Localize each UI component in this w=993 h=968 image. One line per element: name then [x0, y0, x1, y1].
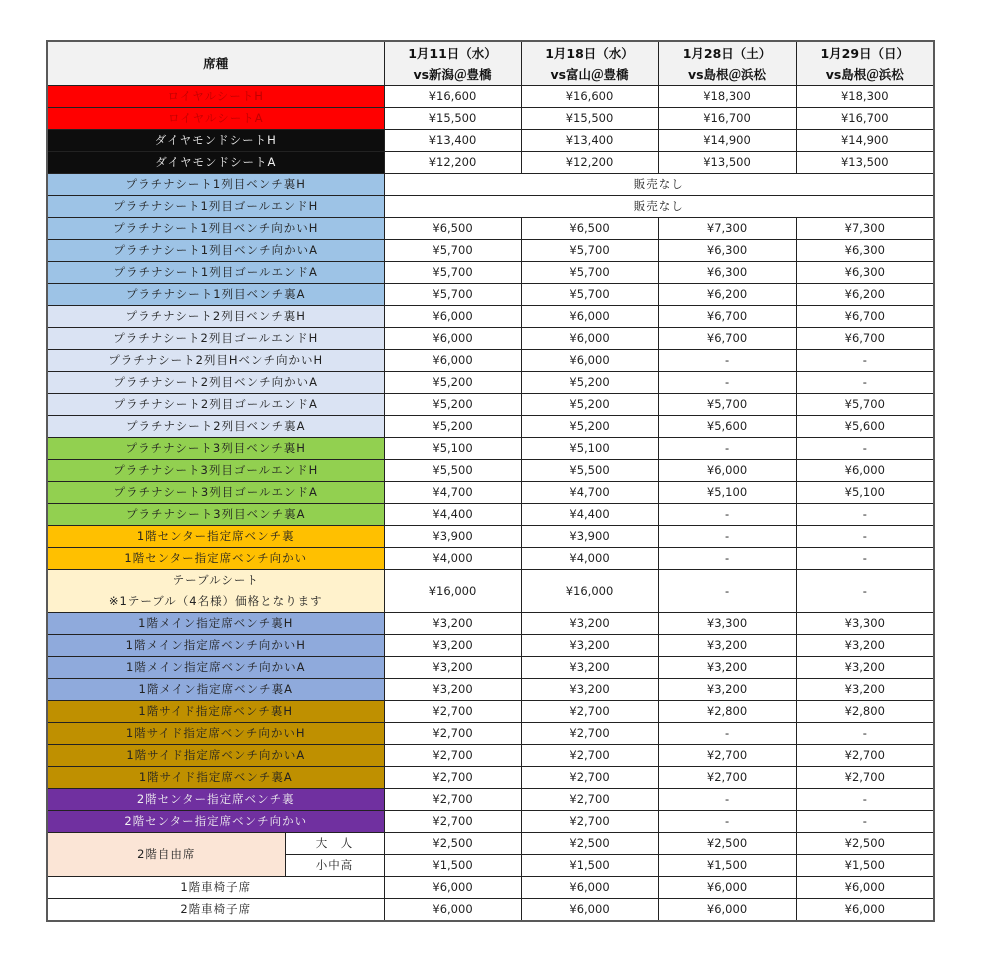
price-cell: - [796, 570, 934, 613]
price-cell: ¥5,600 [796, 416, 934, 438]
seat-label [47, 570, 384, 613]
price-cell: ¥2,700 [796, 745, 934, 767]
price-cell: - [658, 811, 796, 833]
seat-type-header: 席種 [47, 41, 384, 86]
price-cell: ¥6,500 [521, 218, 658, 240]
game-match: vs新潟＠豊橋 [413, 66, 492, 82]
price-cell: - [658, 372, 796, 394]
game-date: 1月18日（水） [545, 45, 634, 61]
price-cell: ¥3,200 [658, 657, 796, 679]
seat-label: ダイヤモンドシートA [47, 152, 384, 174]
price-cell: ¥3,200 [521, 635, 658, 657]
price-cell: ¥5,500 [384, 460, 521, 482]
seat-label: プラチナシート2列目ベンチ裏H [47, 306, 384, 328]
seat-label: プラチナシート1列目ゴールエンドA [47, 262, 384, 284]
price-cell: ¥6,700 [658, 328, 796, 350]
header-row [47, 41, 934, 86]
table-row [47, 416, 934, 438]
seat-label: 1階サイド指定席ベンチ向かいH [47, 723, 384, 745]
table-row [47, 438, 934, 460]
price-cell: ¥7,300 [658, 218, 796, 240]
price-cell: ¥5,200 [384, 394, 521, 416]
seat-label: 2階自由席 [47, 833, 285, 877]
price-cell: - [658, 570, 796, 613]
price-cell: ¥5,700 [384, 262, 521, 284]
price-cell: ¥13,400 [521, 130, 658, 152]
price-cell: - [658, 350, 796, 372]
seat-label: 1階サイド指定席ベンチ裏H [47, 701, 384, 723]
price-cell: ¥14,900 [658, 130, 796, 152]
seat-label: ダイヤモンドシートH [47, 130, 384, 152]
table-row [47, 613, 934, 635]
price-cell: ¥16,700 [658, 108, 796, 130]
price-cell: ¥1,500 [384, 855, 521, 877]
table-row [47, 174, 934, 196]
price-cell: ¥12,200 [521, 152, 658, 174]
price-cell: ¥13,500 [796, 152, 934, 174]
table-row [47, 130, 934, 152]
price-cell: ¥2,700 [384, 767, 521, 789]
game-date: 1月28日（土） [682, 45, 772, 61]
game-match: vs島根＠浜松 [687, 66, 767, 82]
table-row [47, 679, 934, 701]
price-cell: ¥2,700 [658, 767, 796, 789]
price-cell: ¥6,200 [796, 284, 934, 306]
game-header-2 [521, 41, 658, 86]
price-cell: - [796, 372, 934, 394]
price-cell: ¥4,000 [521, 548, 658, 570]
price-cell: ¥5,700 [384, 240, 521, 262]
table-row [47, 328, 934, 350]
price-cell: - [796, 548, 934, 570]
table-row [47, 284, 934, 306]
price-cell: - [658, 526, 796, 548]
price-cell: ¥3,200 [384, 613, 521, 635]
price-cell: ¥6,000 [658, 460, 796, 482]
seat-label: プラチナシート2列目ゴールエンドH [47, 328, 384, 350]
game-header-3 [658, 41, 796, 86]
price-cell: ¥2,700 [521, 811, 658, 833]
price-cell: ¥3,200 [796, 657, 934, 679]
table-row [47, 504, 934, 526]
price-cell: ¥1,500 [796, 855, 934, 877]
game-match: vs富山＠豊橋 [550, 66, 629, 82]
seat-label: 2階センター指定席ベンチ向かい [47, 811, 384, 833]
price-cell: ¥6,000 [521, 350, 658, 372]
price-cell: ¥3,200 [521, 679, 658, 701]
table-row [47, 657, 934, 679]
price-cell: - [658, 548, 796, 570]
price-cell: ¥5,200 [521, 416, 658, 438]
price-cell: - [658, 789, 796, 811]
price-cell: - [796, 811, 934, 833]
price-cell: ¥2,700 [796, 767, 934, 789]
price-cell: ¥5,700 [796, 394, 934, 416]
table-row [47, 811, 934, 833]
price-cell: ¥3,200 [384, 657, 521, 679]
seat-label: 2階車椅子席 [47, 899, 384, 922]
table-row [47, 240, 934, 262]
price-cell: ¥7,300 [796, 218, 934, 240]
price-cell: - [796, 723, 934, 745]
table-row [47, 262, 934, 284]
price-cell: ¥5,100 [521, 438, 658, 460]
seat-label: 1階センター指定席ベンチ向かい [47, 548, 384, 570]
seat-label: プラチナシート3列目ゴールエンドA [47, 482, 384, 504]
table-row [47, 196, 934, 218]
price-cell: ¥6,000 [384, 877, 521, 899]
price-cell: ¥16,600 [384, 86, 521, 108]
price-cell: ¥2,500 [796, 833, 934, 855]
price-cell: - [796, 789, 934, 811]
price-cell: ¥5,200 [521, 372, 658, 394]
table-row [47, 108, 934, 130]
price-cell: ¥5,100 [796, 482, 934, 504]
price-cell: ¥6,000 [658, 877, 796, 899]
table-row [47, 350, 934, 372]
price-cell: ¥4,700 [384, 482, 521, 504]
price-cell: ¥4,400 [384, 504, 521, 526]
price-cell: ¥6,200 [658, 284, 796, 306]
seat-label: ロイヤルシートA [47, 108, 384, 130]
price-cell: ¥4,400 [521, 504, 658, 526]
seat-label: 1階メイン指定席ベンチ裏A [47, 679, 384, 701]
price-cell: ¥6,000 [521, 328, 658, 350]
price-cell: ¥12,200 [384, 152, 521, 174]
table-row [47, 701, 934, 723]
seat-label: 1階車椅子席 [47, 877, 384, 899]
price-cell: ¥6,000 [796, 877, 934, 899]
seat-label: プラチナシート2列目ゴールエンドA [47, 394, 384, 416]
seat-name: テーブルシート [172, 573, 259, 587]
price-cell: ¥6,000 [384, 328, 521, 350]
table-row [47, 86, 934, 108]
price-cell: ¥5,200 [384, 416, 521, 438]
price-cell: ¥6,000 [521, 899, 658, 922]
price-cell: ¥15,500 [384, 108, 521, 130]
seat-label: プラチナシート2列目ベンチ向かいA [47, 372, 384, 394]
price-cell: ¥2,800 [796, 701, 934, 723]
price-cell: ¥2,700 [521, 723, 658, 745]
seat-label: プラチナシート2列目Hベンチ向かいH [47, 350, 384, 372]
price-cell: ¥2,700 [658, 745, 796, 767]
seat-label: ロイヤルシートH [47, 86, 384, 108]
price-cell: ¥4,000 [384, 548, 521, 570]
price-cell: ¥2,700 [384, 811, 521, 833]
price-cell: ¥16,000 [384, 570, 521, 613]
price-cell: ¥3,200 [796, 679, 934, 701]
table-row [47, 482, 934, 504]
price-cell: ¥5,700 [658, 394, 796, 416]
price-cell: ¥6,300 [658, 240, 796, 262]
price-cell: ¥2,500 [658, 833, 796, 855]
seat-label: プラチナシート2列目ベンチ裏A [47, 416, 384, 438]
price-cell: ¥5,200 [384, 372, 521, 394]
price-cell: ¥2,700 [521, 789, 658, 811]
price-cell: ¥5,100 [658, 482, 796, 504]
price-cell: ¥5,700 [521, 284, 658, 306]
table-row [47, 306, 934, 328]
seat-label: 1階センター指定席ベンチ裏 [47, 526, 384, 548]
price-cell: ¥6,000 [658, 899, 796, 922]
price-cell: ¥3,200 [384, 679, 521, 701]
seat-label: 1階メイン指定席ベンチ向かいA [47, 657, 384, 679]
price-cell: ¥14,900 [796, 130, 934, 152]
price-cell: ¥1,500 [658, 855, 796, 877]
price-cell: ¥2,500 [384, 833, 521, 855]
price-cell: ¥2,700 [384, 723, 521, 745]
price-cell: ¥6,300 [796, 240, 934, 262]
sub-label-adult: 大 人 [285, 833, 384, 855]
table-row [47, 877, 934, 899]
seat-label: プラチナシート3列目ベンチ裏A [47, 504, 384, 526]
seat-label: 1階サイド指定席ベンチ向かいA [47, 745, 384, 767]
seat-label: プラチナシート3列目ベンチ裏H [47, 438, 384, 460]
table-row [47, 745, 934, 767]
price-cell: ¥3,200 [658, 679, 796, 701]
price-cell: ¥5,700 [384, 284, 521, 306]
price-cell: ¥2,500 [521, 833, 658, 855]
seat-label: プラチナシート1列目ベンチ裏H [47, 174, 384, 196]
price-cell: ¥3,300 [796, 613, 934, 635]
table-row [47, 723, 934, 745]
price-cell: ¥15,500 [521, 108, 658, 130]
price-cell: ¥3,200 [658, 635, 796, 657]
game-header-1 [384, 41, 521, 86]
sub-label-student: 小中高 [285, 855, 384, 877]
price-cell: ¥6,000 [796, 460, 934, 482]
seat-label: 2階センター指定席ベンチ裏 [47, 789, 384, 811]
ticket-price-table [46, 40, 935, 922]
price-cell: ¥3,200 [521, 613, 658, 635]
price-cell: ¥5,600 [658, 416, 796, 438]
price-cell: ¥16,700 [796, 108, 934, 130]
game-header-4 [796, 41, 934, 86]
price-cell: ¥5,500 [521, 460, 658, 482]
price-cell: ¥16,600 [521, 86, 658, 108]
price-cell: ¥6,700 [658, 306, 796, 328]
price-cell: ¥3,200 [521, 657, 658, 679]
seat-label: 1階サイド指定席ベンチ裏A [47, 767, 384, 789]
seat-note: ※1テーブル（4名様）価格となります [108, 594, 323, 608]
table-row [47, 789, 934, 811]
price-cell: ¥6,500 [384, 218, 521, 240]
price-cell: ¥6,000 [796, 899, 934, 922]
price-cell: ¥18,300 [658, 86, 796, 108]
table-row [47, 526, 934, 548]
price-cell: - [658, 438, 796, 460]
price-cell: ¥2,700 [521, 767, 658, 789]
price-cell: ¥1,500 [521, 855, 658, 877]
price-cell: - [658, 504, 796, 526]
seat-label: プラチナシート1列目ベンチ向かいH [47, 218, 384, 240]
price-cell: ¥13,400 [384, 130, 521, 152]
price-cell: ¥2,700 [384, 789, 521, 811]
game-date: 1月11日（水） [408, 45, 497, 61]
table-row [47, 372, 934, 394]
table-row [47, 570, 934, 613]
table-row [47, 152, 934, 174]
table-row [47, 548, 934, 570]
not-on-sale-note: 販売なし [384, 174, 934, 196]
price-cell: ¥6,000 [384, 350, 521, 372]
price-cell: ¥2,700 [521, 701, 658, 723]
price-cell: ¥5,200 [521, 394, 658, 416]
price-cell: ¥3,300 [658, 613, 796, 635]
price-cell: ¥3,900 [384, 526, 521, 548]
price-cell: ¥6,700 [796, 328, 934, 350]
seat-label: プラチナシート3列目ゴールエンドH [47, 460, 384, 482]
not-on-sale-note: 販売なし [384, 196, 934, 218]
price-cell: ¥2,700 [521, 745, 658, 767]
seat-label: プラチナシート1列目ベンチ裏A [47, 284, 384, 306]
price-cell: ¥4,700 [521, 482, 658, 504]
price-cell: ¥16,000 [521, 570, 658, 613]
table-row [47, 460, 934, 482]
game-match: vs島根＠浜松 [825, 66, 904, 82]
table-row [47, 635, 934, 657]
price-cell: - [658, 723, 796, 745]
price-cell: ¥6,700 [796, 306, 934, 328]
price-cell: ¥5,100 [384, 438, 521, 460]
price-cell: ¥2,700 [384, 745, 521, 767]
price-cell: ¥6,000 [521, 306, 658, 328]
price-cell: ¥3,200 [384, 635, 521, 657]
price-cell: ¥6,000 [384, 899, 521, 922]
price-cell: ¥6,000 [521, 877, 658, 899]
game-date: 1月29日（日） [820, 45, 910, 61]
price-cell: ¥13,500 [658, 152, 796, 174]
price-cell: ¥5,700 [521, 262, 658, 284]
price-cell: - [796, 526, 934, 548]
price-cell: - [796, 438, 934, 460]
table-row [47, 394, 934, 416]
price-cell: ¥3,900 [521, 526, 658, 548]
price-cell: ¥6,000 [384, 306, 521, 328]
seat-label: 1階メイン指定席ベンチ裏H [47, 613, 384, 635]
seat-label: プラチナシート1列目ゴールエンドH [47, 196, 384, 218]
price-cell: ¥5,700 [521, 240, 658, 262]
price-cell: ¥18,300 [796, 86, 934, 108]
price-cell: ¥6,300 [658, 262, 796, 284]
table-row [47, 899, 934, 922]
price-cell: ¥6,300 [796, 262, 934, 284]
seat-label: プラチナシート1列目ベンチ向かいA [47, 240, 384, 262]
table-row [47, 218, 934, 240]
table-row [47, 767, 934, 789]
table-row [47, 833, 934, 855]
price-cell: ¥2,700 [384, 701, 521, 723]
price-cell: - [796, 350, 934, 372]
price-cell: ¥3,200 [796, 635, 934, 657]
seat-label: 1階メイン指定席ベンチ向かいH [47, 635, 384, 657]
price-cell: ¥2,800 [658, 701, 796, 723]
price-cell: - [796, 504, 934, 526]
